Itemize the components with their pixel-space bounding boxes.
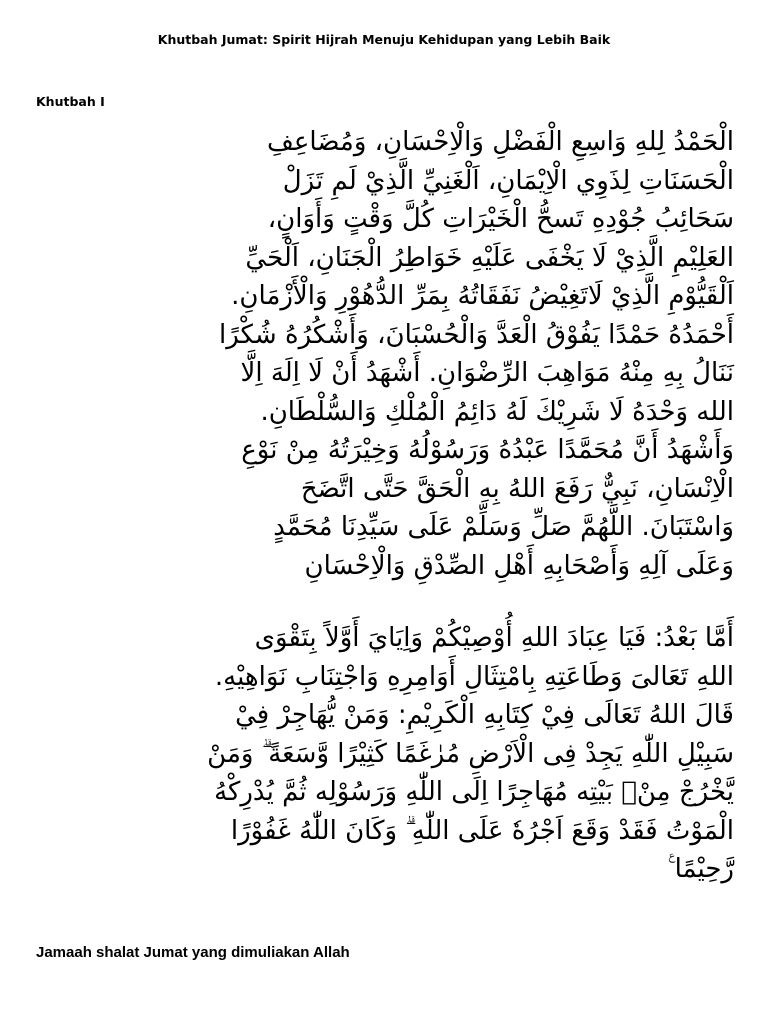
arabic-line: يَّخْرُجْ مِنْۢ بَيْتِه مُهَاجِرًا اِلَى اللّٰهِ وَرَسُوْلِه ثُمَّ يُدْرِكْهُ: [214, 777, 734, 807]
arabic-line: سَحَائِبُ جُوْدِهِ تَسحُّ الْخَيْرَاتِ كُلَّ وَقْتٍ وَأَوَانٍ،: [267, 204, 734, 234]
arabic-line: الْحَسَنَاتِ لِذَوِي الْاِيْمَانِ، اَلْغَنِيِّ الَّذِيْ لَمِ تَزَلْ: [282, 165, 734, 196]
arabic-line: وَاسْتَبَانَ. اللَّهُمَّ صَلِّ وَسَلِّمْ عَلَى سَيِّدِنَا مُحَمَّدٍ: [273, 512, 734, 542]
arabic-line: وَأَشْهَدُ أَنَّ مُحَمَّدًا عَبْدُهُ وَرَسُوْلُهُ وَخِيْرَتُهُ مِنْ نَوْعِ: [241, 435, 734, 465]
arabic-line: قَالَ اللهُ تَعَالَى فِيْ كِتَابِهِ الْكَرِيْمِ: وَمَنْ يُّهَاجِرْ فِيْ: [235, 700, 734, 730]
arabic-line: الله وَحْدَهُ لَا شَرِيْكَ لَهُ دَائِمُ الْمُلْكِ وَالسُّلْطَانِ.: [260, 396, 734, 427]
arabic-line: سَبِيْلِ اللّٰهِ يَجِدْ فِى الْاَرْضِ مُرٰغَمًا كَثِيْرًا وَّسَعَةً ۗ وَمَنْ: [207, 738, 734, 769]
arabic-paragraph-amma-badu: [24, 619, 734, 889]
arabic-line: أَحْمَدُهُ حَمْدًا يَفُوْقُ الْعَدَّ وَالْحُسْبَانَ، وَأَشْكُرُهُ شُكْرًا: [218, 319, 734, 350]
arabic-line: وَعَلَى آلِهِ وَأَصْحَابِهِ أَهْلِ الصِّدْقِ وَالْاِحْسَانِ: [304, 550, 734, 581]
arabic-line: اَلْقَيُّوْمِ الَّذِيْ لَاتَغِيْضُ نَفَقَاتُهُ بِمَرِّ الدُّهُوْرِ وَالْأَزْمَانِ.: [231, 281, 734, 311]
arabic-line: نَنَالُ بِهِ مِنْهُ مَوَاهِبَ الرِّضْوَانِ. أَشْهَدُ أَنْ لَا اِلَهَ اِلَّا: [240, 358, 734, 388]
arabic-line: الْمَوْتُ فَقَدْ وَقَعَ اَجْرُهٗ عَلَى اللّٰهِ ۗ وَكَانَ اللّٰهُ غَفُوْرًا: [230, 815, 734, 846]
arabic-line: العَلِيْمِ الَّذِيْ لَا يَخْفَى عَلَيْهِ خَوَاطِرُ الْجَنَانِ، اَلْحَيِّ: [245, 242, 734, 273]
section-heading-khutbah-1: Khutbah I: [36, 94, 105, 109]
arabic-line: الْحَمْدُ لِلهِ وَاسِعِ الْفَضْلِ وَالْاِحْسَانِ، وَمُضَاعِفِ: [267, 127, 734, 157]
closing-heading: Jamaah shalat Jumat yang dimuliakan Allah: [36, 944, 350, 961]
arabic-line: اللهِ تَعَالىَ وَطَاعَتِهِ بِامْتِثَالِ أَوَامِرِهِ وَاجْتِنَابِ نَوَاهِيْهِ.: [214, 661, 734, 692]
arabic-line: رَّحِيْمًا ࣖ: [668, 854, 734, 884]
arabic-line: أَمَّا بَعْدُ: فَيَا عِبَادَ اللهِ أُوْصِيْكُمْ وَاِيَايَ أَوَّلاً بِتَقْوَى: [254, 623, 734, 653]
document-title: Khutbah Jumat: Spirit Hijrah Menuju Kehidupan yang Lebih Baik: [157, 32, 611, 47]
arabic-paragraph-opening: [24, 123, 734, 585]
arabic-line: الْاِنْسَانِ، نَبِيٌّ رَفَعَ اللهُ بِهِ الْحَقَّ حَتَّى اتَّضَحَ: [300, 473, 734, 504]
